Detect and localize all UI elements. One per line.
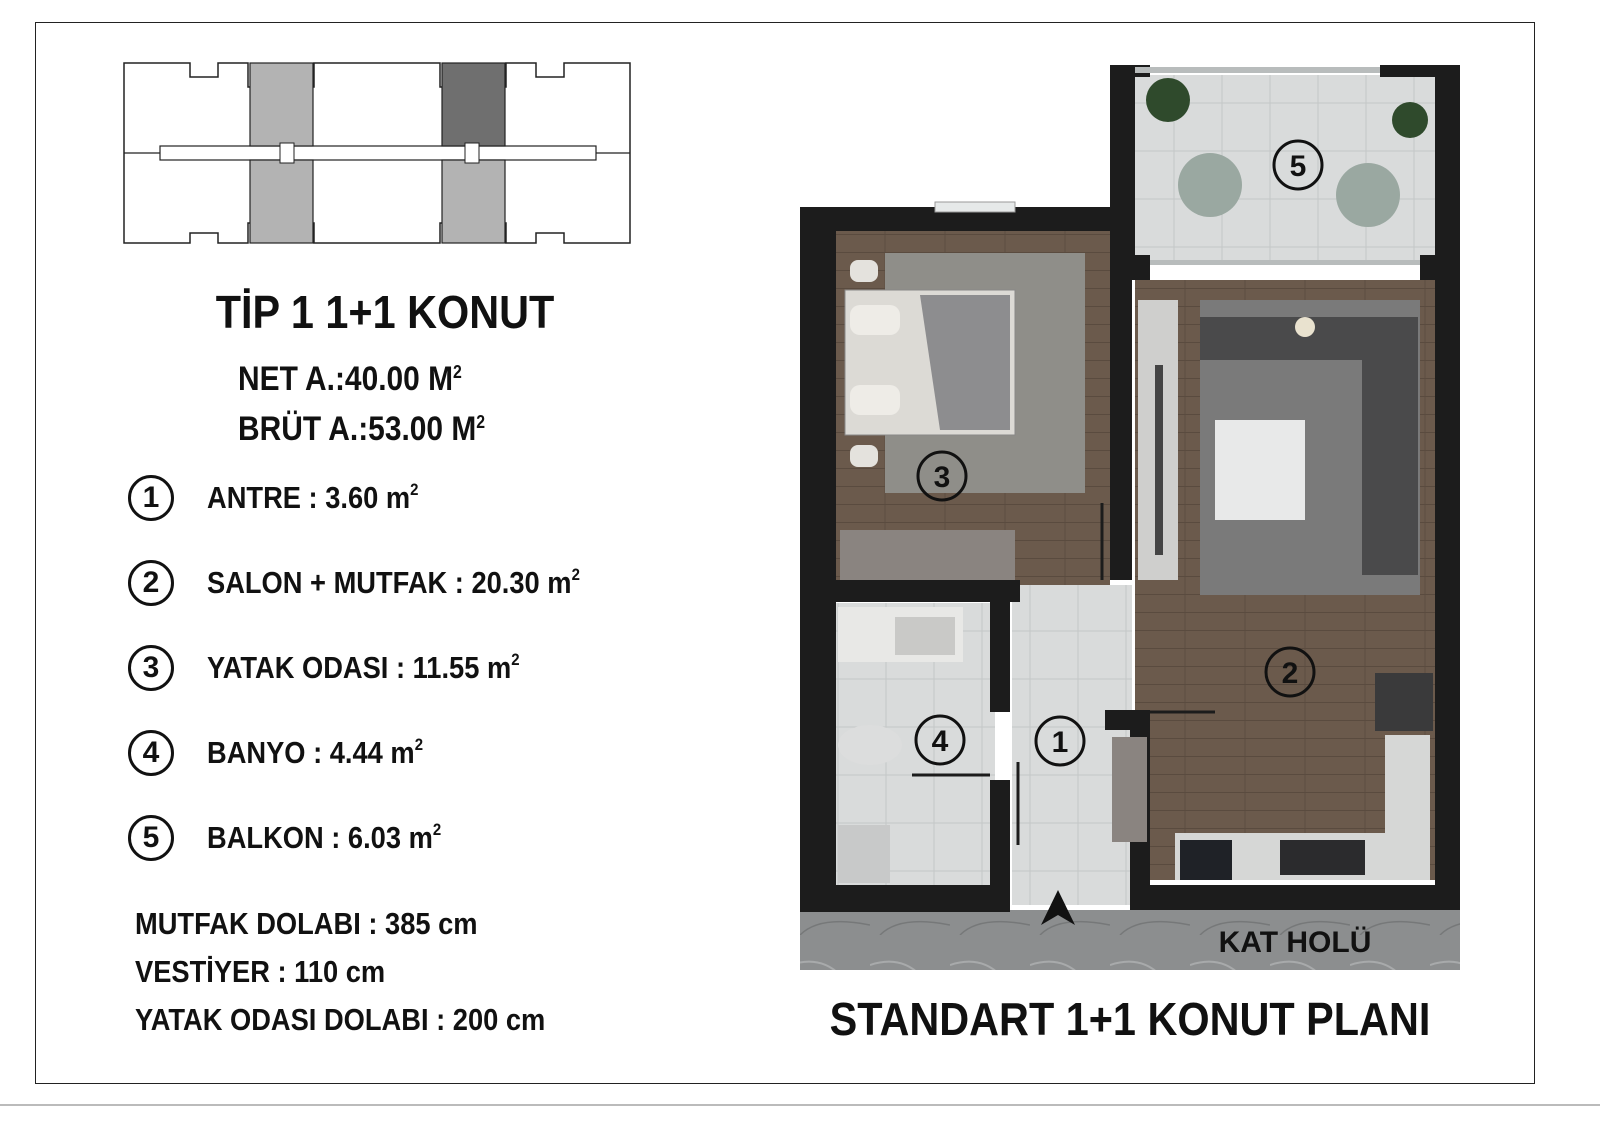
kitchen-cabinet-length: MUTFAK DOLABI : 385 cm <box>135 906 478 941</box>
unit-type-title: TİP 1 1+1 KONUT <box>215 286 555 338</box>
balcony-chair-right <box>1336 163 1400 227</box>
key-unit-b-bottom <box>442 160 505 243</box>
room-label-antre: ANTRE : 3.60 $m^2$ <box>207 480 419 515</box>
room-number-4: 4 <box>128 730 174 776</box>
plan-marker-2: 2 <box>1281 657 1299 690</box>
room-label-salon: SALON + MUTFAK : 20.30 $m^2$ <box>207 565 580 600</box>
wardrobe-length: VESTİYER : 110 cm <box>135 954 386 989</box>
kitchen-sink <box>1280 840 1365 875</box>
corridor-label: KAT HOLÜ <box>1218 926 1372 959</box>
balcony-chair-left <box>1178 153 1242 217</box>
room-row-banyo <box>128 726 452 780</box>
room-number-1: 1 <box>128 475 174 521</box>
room-label-balkon: BALKON : 6.03 $m^2$ <box>207 820 442 855</box>
room-row-antre <box>128 471 447 525</box>
room-label-yatak: YATAK ODASI : 11.55 $m^2$ <box>207 650 520 685</box>
room-row-salon <box>128 556 631 610</box>
toilet <box>838 725 902 765</box>
key-plan <box>100 55 660 255</box>
coffee-table <box>1215 420 1305 520</box>
bedroom-window <box>935 202 1015 212</box>
key-unit-a-bottom <box>250 160 313 243</box>
bedroom-wardrobe <box>840 530 1015 580</box>
page-bottom-rule <box>0 1104 1600 1106</box>
room-row-balkon <box>128 811 473 865</box>
shower <box>838 825 890 883</box>
plan-marker-1: 1 <box>1051 726 1069 759</box>
plan-marker-5: 5 <box>1289 150 1307 183</box>
plan-title: STANDART 1+1 KONUT PLANI <box>829 993 1431 1045</box>
floor-plan <box>790 55 1470 980</box>
room-number-5: 5 <box>128 815 174 861</box>
plan-marker-3: 3 <box>933 461 951 494</box>
fridge <box>1375 673 1433 731</box>
gross-area: BRÜT A.:53.00 $M^2$ <box>238 410 486 448</box>
key-unit-a-top <box>250 63 313 146</box>
plan-marker-4: 4 <box>931 725 949 758</box>
room-number-2: 2 <box>128 560 174 606</box>
nightstand-bottom <box>850 445 878 467</box>
room-number-3: 3 <box>128 645 174 691</box>
coat-closet <box>1112 737 1147 842</box>
net-area: NET A.:40.00 $M^2$ <box>238 360 462 398</box>
nightstand-top <box>850 260 878 282</box>
room-row-yatak <box>128 641 562 695</box>
bedroom-cabinet-length: YATAK ODASI DOLABI : 200 cm <box>135 1002 546 1037</box>
room-label-banyo: BANYO : 4.44 $m^2$ <box>207 735 424 770</box>
key-unit-highlight <box>442 63 505 146</box>
cooktop <box>1180 840 1232 880</box>
